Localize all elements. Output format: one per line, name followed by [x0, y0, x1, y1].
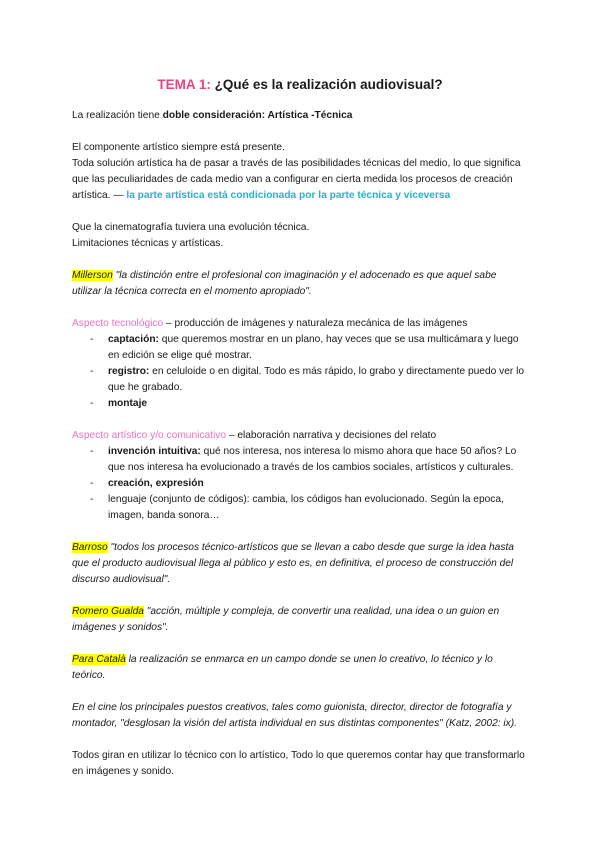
barroso-author: Barroso	[72, 542, 108, 553]
page-title	[72, 76, 528, 94]
technical-heading-rest: – producción de imágenes y naturaleza mecánica de las imágenes	[163, 318, 468, 329]
artistic-list	[72, 444, 528, 524]
list-item	[108, 364, 528, 396]
artistic-heading	[72, 428, 528, 444]
barroso-quote-text: "todos los procesos técnico-artísticos que se llevan a cabo desde que surge la idea hasta que el producto audiovisual llega al público y esto es, en definitiva, el proceso de construcción del discurso audiovisual".	[72, 542, 514, 585]
artistic-component-body	[72, 156, 528, 204]
technical-list	[72, 332, 528, 412]
millerson-author: Millerson	[72, 270, 113, 281]
list-item	[108, 492, 528, 524]
intro-prefix: La realización tiene	[72, 110, 163, 121]
list-item-bold: montaje	[108, 398, 148, 409]
catala-author: Para Català	[72, 654, 126, 665]
artistic-component-text: Toda solución artística ha de pasar a través de las posibilidades técnicas del medio, lo que significa que las peculiaridades de cada medio van a configurar en cierta medida los procesos de creación artística. —	[72, 158, 521, 201]
list-item-bold: invención intuitiva:	[108, 446, 201, 457]
technical-heading	[72, 316, 528, 332]
list-item	[108, 476, 528, 492]
romero-author: Romero Gualda	[72, 606, 144, 617]
list-item-text: en celuloide o en digital. Todo es más rápido, lo grabo y directamente puedo ver lo que he grabado.	[108, 366, 525, 393]
list-item	[108, 332, 528, 364]
millerson-quote	[72, 268, 528, 300]
list-item	[108, 396, 528, 412]
romero-quote-text: "acción, múltiple y compleja, de convertir una realidad, una idea o un guion en imágenes y sonidos".	[72, 606, 500, 633]
title-number: TEMA 1:	[157, 77, 211, 92]
romero-quote	[72, 604, 528, 636]
evolution-line-1: Que la cinematografía tuviera una evolución técnica.	[72, 222, 310, 233]
artistic-component-highlight: la parte artística está condicionada por la parte técnica y viceversa	[126, 190, 451, 201]
list-item-bold: creación, expresión	[108, 478, 204, 489]
catala-quote	[72, 652, 528, 684]
list-item-bold: registro:	[108, 366, 150, 377]
list-item-text: que queremos mostrar en un plano, hay veces que se usa multicámara y luego en edición se elige qué mostrar.	[108, 334, 519, 361]
closing-paragraph: Todos giran en utilizar lo técnico con lo artístico, Todo lo que queremos contar hay que transformarlo en imágenes y sonido.	[72, 750, 525, 777]
list-item-text: qué nos interesa, nos interesa lo mismo ahora que hace 50 años? Lo que nos interesa ha evolucionado a través de los cambios sociales, artísticos y culturales.	[108, 446, 517, 473]
artistic-component-line: El componente artístico siempre está presente.	[72, 142, 285, 153]
artistic-heading-rest: – elaboración narrativa y decisiones del relato	[226, 430, 437, 441]
technical-heading-label: Aspecto tecnológico	[72, 318, 164, 329]
list-item-bold: captación:	[108, 334, 159, 345]
list-item	[108, 444, 528, 476]
barroso-quote	[72, 540, 528, 588]
intro-bold: doble consideración: Artística -Técnica	[162, 110, 353, 121]
intro-paragraph	[72, 108, 528, 124]
evolution-line-2: Limitaciones técnicas y artísticas.	[72, 238, 224, 249]
cinema-paragraph: En el cine los principales puestos creativos, tales como guionista, director, director de fotografía y montador, "desglosan la visión del artista individual en sus distintas componentes" (Katz, 2002: ix).	[72, 702, 517, 729]
artistic-heading-label: Aspecto artístico y/o comunicativo	[72, 430, 227, 441]
millerson-quote-text: "la distinción entre el profesional con imaginación y el adocenado es que aquel sabe utilizar la técnica correcta en el momento apropiado".	[72, 270, 497, 297]
catala-quote-text: la realización se enmarca en un campo donde se unen lo creativo, lo técnico y lo teórico.	[72, 654, 493, 681]
title-text: ¿Qué es la realización audiovisual?	[210, 77, 443, 92]
list-item-text: lenguaje (conjunto de códigos): cambia, los códigos han evolucionado. Según la epoca, imagen, banda sonora…	[108, 494, 504, 521]
